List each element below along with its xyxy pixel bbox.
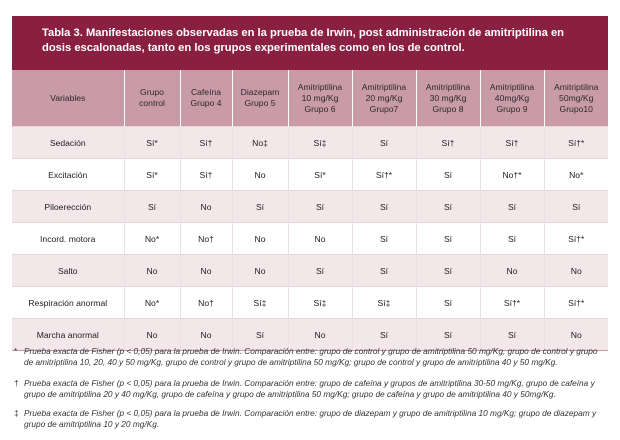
cell: No (180, 191, 232, 223)
cell: Sí (480, 191, 544, 223)
cell: No (288, 223, 352, 255)
row-label: Marcha anormal (12, 319, 124, 351)
table-row (12, 255, 608, 287)
footnote-dagger (14, 378, 606, 400)
footnote-symbol: † (14, 378, 19, 388)
table-caption: Manifestaciones observadas en la prueba de Irwin, post administración de amitriptilina en dosis escalonadas, tanto en los grupos experimentales como en los de control. (42, 27, 565, 54)
cell: Sí‡ (288, 127, 352, 159)
cell: Sí (544, 191, 608, 223)
cell: No† (180, 223, 232, 255)
footnote-asterisk (14, 346, 606, 368)
cell: Sí† (480, 127, 544, 159)
cell: Sí (352, 255, 416, 287)
header-ami-30: Amitriptilina 30 mg/Kg Grupo 8 (416, 70, 480, 127)
footnote-double-dagger (14, 408, 606, 430)
table-row (12, 191, 608, 223)
row-label: Respiración anormal (12, 287, 124, 319)
header-control: Grupo control (124, 70, 180, 127)
row-label: Incord. motora (12, 223, 124, 255)
cell: Sí (232, 319, 288, 351)
cell: Sí (232, 191, 288, 223)
cell: No (288, 319, 352, 351)
header-diazepam: Diazepam Grupo 5 (232, 70, 288, 127)
cell: Sí (480, 319, 544, 351)
cell: No† (180, 287, 232, 319)
cell: Sí†* (352, 159, 416, 191)
cell: No* (124, 223, 180, 255)
header-ami-50: Amitriptilina 50mg/Kg Grupo10 (544, 70, 608, 127)
header-cafeina: Cafeína Grupo 4 (180, 70, 232, 127)
cell: Sí (352, 127, 416, 159)
cell: No (180, 255, 232, 287)
cell: No (480, 255, 544, 287)
header-variables: Variables (12, 70, 124, 127)
cell: Sí* (288, 159, 352, 191)
row-label: Piloerección (12, 191, 124, 223)
results-table (12, 70, 608, 351)
cell: Sí† (416, 127, 480, 159)
cell: No (544, 319, 608, 351)
cell: Sí (352, 319, 416, 351)
cell: Sí (352, 191, 416, 223)
cell: No* (544, 159, 608, 191)
cell: No†* (480, 159, 544, 191)
cell: No (232, 255, 288, 287)
table-row (12, 287, 608, 319)
cell: Sí‡ (352, 287, 416, 319)
row-label: Excitación (12, 159, 124, 191)
cell: Sí (416, 223, 480, 255)
cell: Sí (416, 287, 480, 319)
cell: No‡ (232, 127, 288, 159)
cell: No (232, 159, 288, 191)
row-label: Sedación (12, 127, 124, 159)
cell: Sí†* (480, 287, 544, 319)
cell: Sí†* (544, 223, 608, 255)
cell: Sí†* (544, 287, 608, 319)
cell: No* (124, 287, 180, 319)
cell: Sí‡ (232, 287, 288, 319)
table-row (12, 127, 608, 159)
cell: No (544, 255, 608, 287)
cell: Sí (288, 191, 352, 223)
table-number: Tabla 3. (42, 27, 83, 39)
cell: Sí* (124, 127, 180, 159)
footnote-text: Prueba exacta de Fisher (p < 0,05) para la prueba de Irwin. Comparación entre: grupo de cafeína y grupos de amitriptilina 30-50 mg/Kg, grupo de cafeína y grupo de amitriptilina 20 y 40 mg/Kg, grupo de cafeína y grupo de amitriptilina 50 mg/Kg; grupo de cafeína y grupo de amitriptilina 40 y 50mg/Kg. (24, 378, 595, 399)
header-row (12, 70, 608, 127)
footnote-symbol: * (14, 346, 18, 356)
cell: No (180, 319, 232, 351)
cell: Sí (124, 191, 180, 223)
footnote-symbol: ‡ (14, 408, 19, 418)
footnote-text: Prueba exacta de Fisher (p < 0,05) para la prueba de Irwin. Comparación entre: grupo de control y grupo de amitriptilina 50 mg/Kg, grupo de control y grupo de amitriptilina 10, 20, 40 y 50 mg/Kg, grupo de control y grupo de amitriptilina 50 mg/Kg; grupo de control y grupo de amitriptilina 40 y 50 mg/Kg. (24, 346, 598, 367)
cell: Sí† (180, 127, 232, 159)
cell: Sí (288, 255, 352, 287)
cell: Sí†* (544, 127, 608, 159)
row-label: Salto (12, 255, 124, 287)
header-ami-10: Amitriptilina 10 mg/Kg Grupo 6 (288, 70, 352, 127)
cell: Sí* (124, 159, 180, 191)
header-ami-40: Amitriptilina 40mg/Kg Grupo 9 (480, 70, 544, 127)
cell: Sí (416, 159, 480, 191)
cell: No (124, 319, 180, 351)
table-title (12, 16, 608, 70)
cell: Sí (416, 191, 480, 223)
cell: Sí† (180, 159, 232, 191)
cell: Sí (416, 319, 480, 351)
table-row (12, 159, 608, 191)
footnote-text: Prueba exacta de Fisher (p < 0,05) para la prueba de Irwin. Comparación entre: grupo de diazepam y grupo de amitriptilina 10 mg/Kg; grupo de diazepam y grupo de amitriptilina 10 y 20 mg/Kg. (24, 408, 597, 429)
header-ami-20: Amitriptilina 20 mg/Kg Grupo7 (352, 70, 416, 127)
cell: No (232, 223, 288, 255)
cell: No (124, 255, 180, 287)
cell: Sí‡ (288, 287, 352, 319)
cell: Sí (416, 255, 480, 287)
cell: Sí (352, 223, 416, 255)
table-row (12, 223, 608, 255)
cell: Sí (480, 223, 544, 255)
